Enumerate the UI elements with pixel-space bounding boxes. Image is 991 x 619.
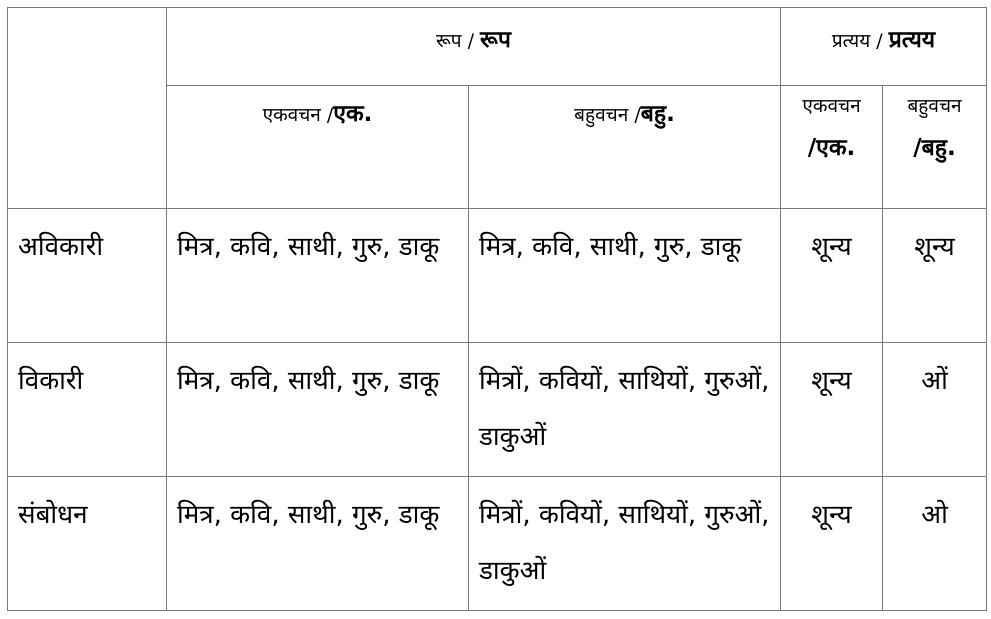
pratyaya-bold: प्रत्यय [888, 27, 936, 53]
ekavachan-label: एकवचन / [262, 104, 334, 126]
rupa-label: रूप / [436, 30, 481, 52]
header-row-1 [8, 8, 987, 86]
ekavachan-forms: मित्र, कवि, साथी, गुरु, डाकू [167, 209, 469, 343]
rupa-header [167, 8, 781, 86]
case-name: अविकारी [8, 209, 167, 343]
pratyaya-bahuvachan-header [883, 86, 987, 209]
bahuvachan-label: बहुवचन / [574, 104, 641, 126]
suffix-ekavachan: शून्य [781, 477, 883, 611]
declension-table [7, 7, 987, 611]
pratyaya-label: प्रत्यय / [831, 30, 889, 52]
p-ekavachan-bold: /एक. [807, 135, 856, 161]
table-row [8, 477, 987, 611]
case-name: संबोधन [8, 477, 167, 611]
table-row [8, 209, 987, 343]
pratyaya-ekavachan-header [781, 86, 883, 209]
rupa-bold: रूप [480, 27, 511, 53]
table-row [8, 343, 987, 477]
suffix-bahuvachan: ओं [883, 343, 987, 477]
suffix-ekavachan: शून्य [781, 343, 883, 477]
p-bahuvachan-label: बहुवचन [907, 95, 962, 117]
suffix-bahuvachan: शून्य [883, 209, 987, 343]
bahuvachan-forms: मित्र, कवि, साथी, गुरु, डाकू [469, 209, 781, 343]
pratyaya-header [781, 8, 987, 86]
ekavachan-forms: मित्र, कवि, साथी, गुरु, डाकू [167, 477, 469, 611]
bahuvachan-forms: मित्रों, कवियों, साथियों, गुरुओं, डाकुओं [469, 477, 781, 611]
bahuvachan-bold: बहु. [640, 101, 675, 127]
ekavachan-forms: मित्र, कवि, साथी, गुरु, डाकू [167, 343, 469, 477]
case-name: विकारी [8, 343, 167, 477]
ekavachan-bold: एक. [333, 101, 373, 127]
p-ekavachan-label: एकवचन [802, 95, 861, 117]
suffix-ekavachan: शून्य [781, 209, 883, 343]
rupa-ekavachan-header [167, 86, 469, 209]
rupa-bahuvachan-header [469, 86, 781, 209]
bahuvachan-forms: मित्रों, कवियों, साथियों, गुरुओं, डाकुओं [469, 343, 781, 477]
p-bahuvachan-bold: /बहु. [913, 135, 956, 161]
suffix-bahuvachan: ओ [883, 477, 987, 611]
corner-cell [8, 8, 167, 209]
